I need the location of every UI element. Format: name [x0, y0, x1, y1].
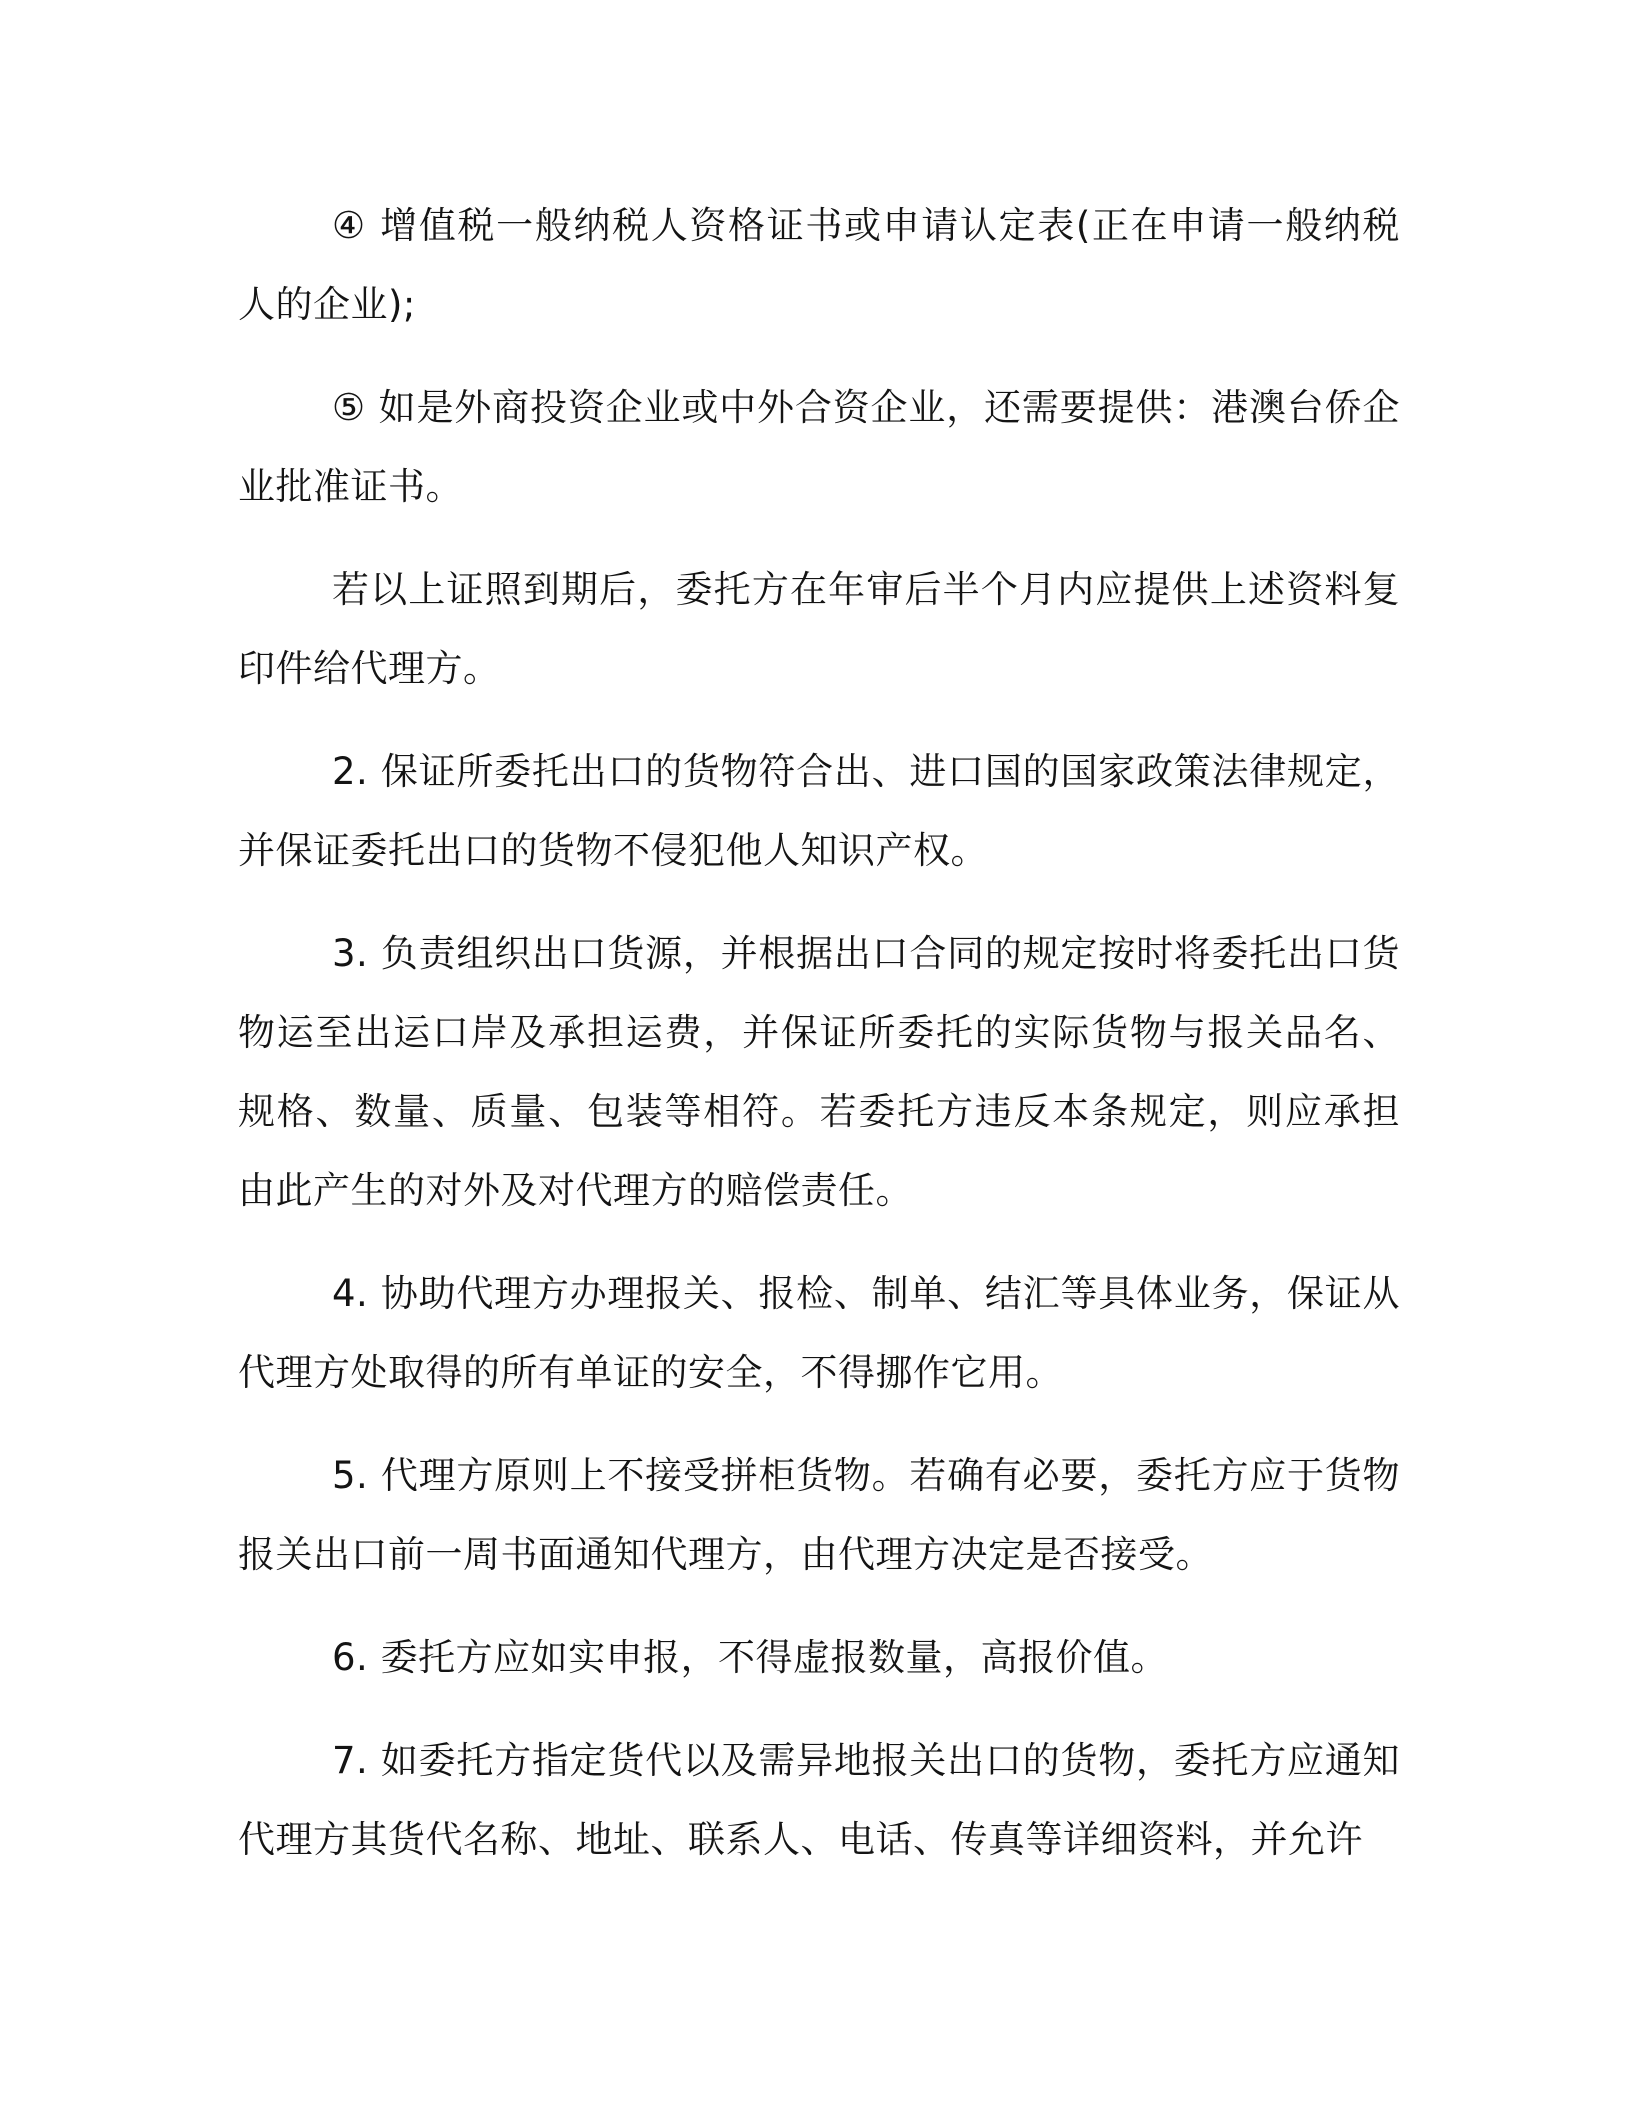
- paragraph-clause-6: 6. 委托方应如实申报，不得虚报数量，高报价值。: [332, 1636, 1169, 1679]
- paragraph-clause-4: 4. 协助代理方办理报关、报检、制单、结汇等具体业务，保证从代理方处取得的所有单证的安全，不得挪作它用。: [238, 1272, 1400, 1394]
- paragraph-clause-5: 5. 代理方原则上不接受拼柜货物。若确有必要，委托方应于货物报关出口前一周书面通知代理方，由代理方决定是否接受。: [238, 1454, 1400, 1576]
- paragraph-clause-2: 2. 保证所委托出口的货物符合出、进口国的国家政策法律规定，并保证委托出口的货物不侵犯他人知识产权。: [238, 750, 1400, 872]
- paragraph-clause-7: 7. 如委托方指定货代以及需异地报关出口的货物，委托方应通知代理方其货代名称、地址、联系人、电话、传真等详细资料，并允许: [238, 1739, 1400, 1861]
- paragraph-clause-3: 3. 负责组织出口货源，并根据出口合同的规定按时将委托出口货物运至出运口岸及承担运费，并保证所委托的实际货物与报关品名、规格、数量、质量、包装等相符。若委托方违反本条规定，则应承担由此产生的对外及对代理方的赔偿责任。: [238, 932, 1400, 1212]
- paragraph-license-expiry: 若以上证照到期后，委托方在年审后半个月内应提供上述资料复印件给代理方。: [238, 568, 1400, 690]
- paragraph-item-5-foreign-investment: ⑤ 如是外商投资企业或中外合资企业，还需要提供：港澳台侨企业批准证书。: [238, 386, 1400, 508]
- paragraph-item-4-vat-certificate: ④ 增值税一般纳税人资格证书或申请认定表(正在申请一般纳税人的企业);: [238, 204, 1400, 326]
- document-body: [238, 186, 1400, 1903]
